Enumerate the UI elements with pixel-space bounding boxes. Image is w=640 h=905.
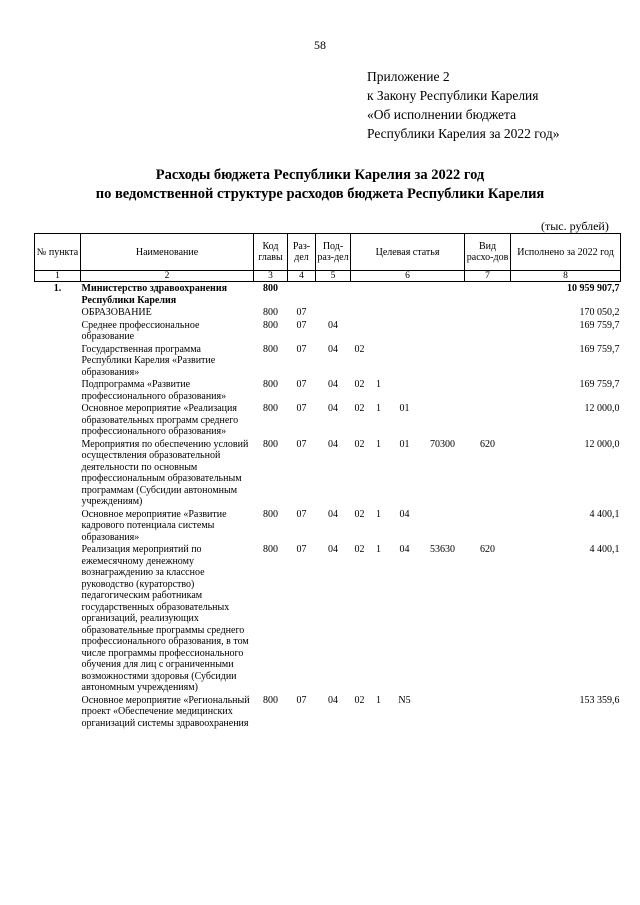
row-section: 07 [296, 307, 307, 318]
row-amount: 153 359,6 [579, 694, 620, 706]
row-number [35, 694, 81, 730]
table-row [35, 694, 621, 730]
row-number [35, 543, 81, 694]
row-exptype [465, 319, 511, 343]
row-exptype [465, 282, 511, 307]
row-target-activity [389, 343, 421, 379]
row-exptype [465, 402, 511, 438]
row-target-program: 02 [354, 438, 365, 450]
row-target-subprogram: 1 [376, 438, 381, 450]
row-code: 800 [263, 319, 278, 331]
row-target-direction [421, 694, 465, 730]
row-target-activity [389, 306, 421, 319]
row-target-subprogram [369, 319, 389, 343]
table-row [35, 306, 621, 319]
column-number: 5 [316, 271, 351, 282]
row-name: Государственная программа Республики Карелия «Развитие образования» [81, 343, 216, 378]
row-number [35, 306, 81, 319]
units-note: (тыс. рублей) [541, 219, 609, 233]
row-subsection: 04 [328, 438, 338, 450]
row-target-subprogram [369, 343, 389, 379]
row-section: 07 [296, 379, 307, 390]
row-amount: 10 959 907,7 [567, 283, 620, 294]
row-target-subprogram: 1 [376, 403, 381, 414]
row-name: Основное мероприятие «Развитие кадрового потенциала системы образования» [81, 508, 227, 543]
column-number: 8 [511, 271, 621, 282]
row-target-activity: 04 [399, 508, 410, 520]
row-subsection: 04 [328, 379, 338, 390]
row-target-program [351, 319, 369, 343]
row-name: Основное мероприятие «Реализация образовательных программ среднего профессионального образования» [81, 403, 239, 437]
row-target-subprogram [369, 282, 389, 307]
appendix-line: к Закону Республики Карелия [367, 88, 539, 103]
row-target-program [351, 306, 369, 319]
row-exptype [465, 306, 511, 319]
row-target-program: 02 [354, 544, 365, 555]
row-target-program: 02 [354, 403, 365, 414]
row-exptype [465, 694, 511, 730]
row-amount: 169 759,7 [579, 379, 620, 390]
row-exptype [465, 343, 511, 379]
row-section: 07 [296, 694, 307, 706]
row-amount: 12 000,0 [584, 438, 620, 450]
header-executed: Исполнено за 2022 год [511, 234, 621, 271]
row-target-direction [421, 402, 465, 438]
row-number [35, 343, 81, 379]
header-name: Наименование [81, 234, 254, 271]
header-num: № пункта [35, 234, 81, 271]
row-target-program: 02 [354, 694, 365, 706]
header-subsection: Под-раз-дел [316, 234, 351, 271]
document-title [0, 166, 640, 204]
row-name: Среднее профессиональное образование [81, 319, 200, 342]
table-row [35, 438, 621, 508]
row-code: 800 [263, 544, 278, 555]
header-target: Целевая статья [351, 234, 465, 271]
row-amount: 169 759,7 [579, 343, 620, 355]
row-subsection [316, 306, 351, 319]
row-code: 800 [263, 343, 278, 355]
row-number [35, 508, 81, 544]
row-target-subprogram: 1 [376, 694, 381, 706]
column-number: 2 [81, 271, 254, 282]
row-section: 07 [296, 403, 307, 414]
column-number-row [35, 271, 621, 282]
row-code: 800 [263, 694, 278, 706]
title-line-2: по ведомственной структуре расходов бюджета Республики Карелия [95, 186, 545, 202]
row-exptype [465, 378, 511, 402]
appendix-line: Республики Карелия за 2022 год» [367, 126, 560, 141]
row-number [35, 319, 81, 343]
table-row [35, 282, 621, 307]
row-target-activity: N5 [398, 694, 411, 706]
row-target-subprogram [369, 306, 389, 319]
table-row [35, 402, 621, 438]
row-amount: 4 400,1 [589, 508, 620, 520]
row-code: 800 [263, 379, 278, 390]
row-section: 07 [296, 508, 307, 520]
row-code: 800 [263, 403, 278, 414]
row-target-activity [389, 319, 421, 343]
appendix-line: «Об исполнении бюджета [367, 107, 517, 122]
row-section: 07 [296, 544, 307, 555]
header-exptype: Вид расхо-дов [465, 234, 511, 271]
table-row [35, 508, 621, 544]
row-name: Министерство здравоохранения Республики Карелия [81, 283, 227, 306]
column-number: 7 [465, 271, 511, 282]
row-name: Подпрограмма «Развитие профессионального образования» [81, 379, 227, 402]
row-subsection: 04 [328, 508, 338, 520]
row-target-activity [389, 282, 421, 307]
row-name: Реализация мероприятий по ежемесячному денежному вознаграждению за классное руководство (кураторство) педагогическим работникам государственных образовательных организаций, реализующих образовательные программы среднего профессионального образования, в том числе программы профессионального обучения для лиц с ограниченными возможностями здоровья (Субсидии автономным учреждениям) [81, 544, 249, 693]
row-section [288, 282, 316, 307]
appendix-line: Приложение 2 [367, 69, 450, 84]
row-target-program [351, 282, 369, 307]
table-row [35, 319, 621, 343]
row-exptype: 620 [480, 544, 496, 555]
row-exptype [465, 508, 511, 544]
row-subsection: 04 [328, 403, 338, 414]
row-amount: 12 000,0 [584, 403, 620, 414]
row-number [35, 402, 81, 438]
row-number [35, 438, 81, 508]
row-target-subprogram: 1 [376, 508, 381, 520]
page-number: 58 [314, 38, 326, 52]
column-number: 6 [351, 271, 465, 282]
table-row [35, 378, 621, 402]
row-amount: 4 400,1 [589, 544, 620, 555]
header-section: Раз-дел [288, 234, 316, 271]
row-target-direction [421, 319, 465, 343]
row-code: 800 [263, 438, 278, 450]
row-target-activity: 04 [399, 544, 410, 555]
table-row [35, 343, 621, 379]
row-subsection: 04 [328, 694, 338, 706]
row-target-direction [421, 343, 465, 379]
row-target-subprogram: 1 [376, 379, 381, 390]
row-subsection [316, 282, 351, 307]
row-subsection: 04 [328, 544, 338, 555]
row-target-direction [421, 378, 465, 402]
row-section: 07 [296, 319, 307, 331]
header-code: Код главы [254, 234, 288, 271]
row-number: 1. [53, 283, 62, 294]
row-name: ОБРАЗОВАНИЕ [81, 307, 152, 318]
row-section: 07 [296, 438, 307, 450]
row-target-program: 02 [354, 343, 365, 355]
row-code: 800 [263, 508, 278, 520]
row-name: Мероприятия по обеспечению условий осуществления образовательной деятельности по основным профессиональным образовательным программам (Субсидии автономным учреждениям) [81, 438, 249, 507]
row-target-direction [421, 508, 465, 544]
row-target-direction: 70300 [430, 438, 456, 450]
row-code: 800 [263, 307, 278, 318]
row-target-subprogram: 1 [376, 544, 381, 555]
row-subsection: 04 [328, 343, 338, 355]
column-number: 3 [254, 271, 288, 282]
row-target-direction [421, 306, 465, 319]
row-exptype: 620 [480, 438, 496, 450]
row-target-program: 02 [354, 379, 365, 390]
row-code: 800 [263, 283, 278, 294]
row-name: Основное мероприятие «Региональный проект «Обеспечение медицинских организаций системы здравоохранения [81, 694, 250, 729]
row-target-direction: 53630 [430, 544, 456, 555]
row-amount: 170 050,2 [579, 307, 620, 318]
title-line-1: Расходы бюджета Республики Карелия за 2022 год [155, 167, 485, 183]
column-number: 4 [288, 271, 316, 282]
expenditure-table [34, 233, 621, 729]
appendix-note [367, 67, 559, 143]
row-subsection: 04 [328, 319, 338, 331]
row-target-activity: 01 [399, 438, 410, 450]
table-row [35, 543, 621, 694]
row-target-activity [389, 378, 421, 402]
row-target-activity: 01 [399, 403, 410, 414]
row-section: 07 [296, 343, 307, 355]
row-target-program: 02 [354, 508, 365, 520]
row-target-direction [421, 282, 465, 307]
column-number: 1 [35, 271, 81, 282]
table-body [35, 282, 621, 730]
row-amount: 169 759,7 [579, 319, 620, 331]
header-row [35, 234, 621, 271]
row-number [35, 378, 81, 402]
